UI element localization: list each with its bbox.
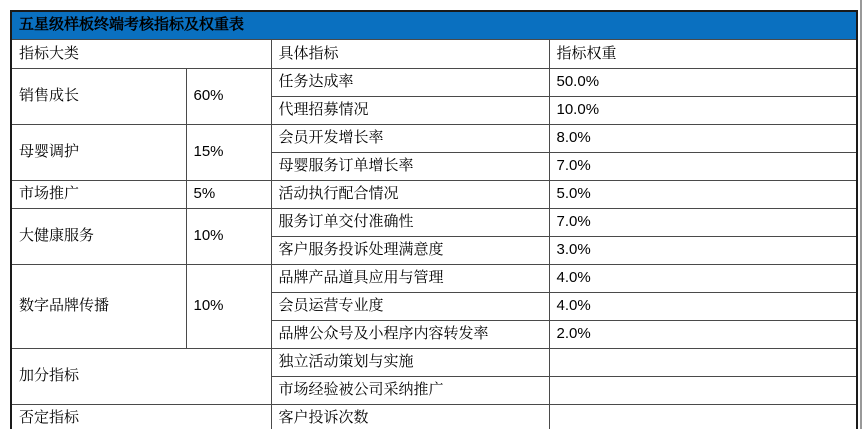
table-row	[11, 405, 857, 429]
percent-cell: 10%	[186, 209, 271, 265]
category-cell: 否定指标	[11, 405, 271, 429]
weight-cell: 2.0%	[549, 321, 857, 349]
indicator-cell: 活动执行配合情况	[271, 181, 549, 209]
indicator-cell: 会员运营专业度	[271, 293, 549, 321]
table-row	[11, 181, 857, 209]
category-cell: 市场推广	[11, 181, 186, 209]
table-row	[11, 349, 857, 377]
category-cell: 加分指标	[11, 349, 271, 405]
column-header-indicator: 具体指标	[271, 40, 549, 69]
indicator-cell: 服务订单交付准确性	[271, 209, 549, 237]
weight-cell: 10.0%	[549, 97, 857, 125]
weight-cell: 7.0%	[549, 153, 857, 181]
table-title: 五星级样板终端考核指标及权重表	[11, 11, 857, 40]
percent-cell: 5%	[186, 181, 271, 209]
weight-cell: 3.0%	[549, 237, 857, 265]
weight-cell: 4.0%	[549, 265, 857, 293]
category-cell: 大健康服务	[11, 209, 186, 265]
indicator-cell: 独立活动策划与实施	[271, 349, 549, 377]
category-cell: 母婴调护	[11, 125, 186, 181]
weight-cell: 5.0%	[549, 181, 857, 209]
table-row	[11, 125, 857, 153]
category-cell: 销售成长	[11, 69, 186, 125]
weight-cell	[549, 377, 857, 405]
column-header-weight: 指标权重	[549, 40, 857, 69]
percent-cell: 60%	[186, 69, 271, 125]
column-header-category: 指标大类	[11, 40, 271, 69]
weight-cell: 8.0%	[549, 125, 857, 153]
weight-cell	[549, 349, 857, 377]
title-row	[11, 11, 857, 40]
percent-cell: 10%	[186, 265, 271, 349]
indicator-cell: 市场经验被公司采纳推广	[271, 377, 549, 405]
indicator-cell: 母婴服务订单增长率	[271, 153, 549, 181]
table-row	[11, 69, 857, 97]
indicator-cell: 品牌产品道具应用与管理	[271, 265, 549, 293]
weight-cell: 4.0%	[549, 293, 857, 321]
panel-edge-divider	[860, 0, 862, 429]
weight-cell: 7.0%	[549, 209, 857, 237]
indicator-cell: 客户服务投诉处理满意度	[271, 237, 549, 265]
category-cell: 数字品牌传播	[11, 265, 186, 349]
assessment-table-container	[10, 10, 858, 429]
table-row	[11, 209, 857, 237]
weight-cell: 50.0%	[549, 69, 857, 97]
assessment-table	[10, 10, 858, 429]
indicator-cell: 客户投诉次数	[271, 405, 549, 429]
indicator-cell: 会员开发增长率	[271, 125, 549, 153]
indicator-cell: 品牌公众号及小程序内容转发率	[271, 321, 549, 349]
header-row	[11, 40, 857, 69]
percent-cell: 15%	[186, 125, 271, 181]
indicator-cell: 任务达成率	[271, 69, 549, 97]
indicator-cell: 代理招募情况	[271, 97, 549, 125]
weight-cell	[549, 405, 857, 429]
table-row	[11, 265, 857, 293]
